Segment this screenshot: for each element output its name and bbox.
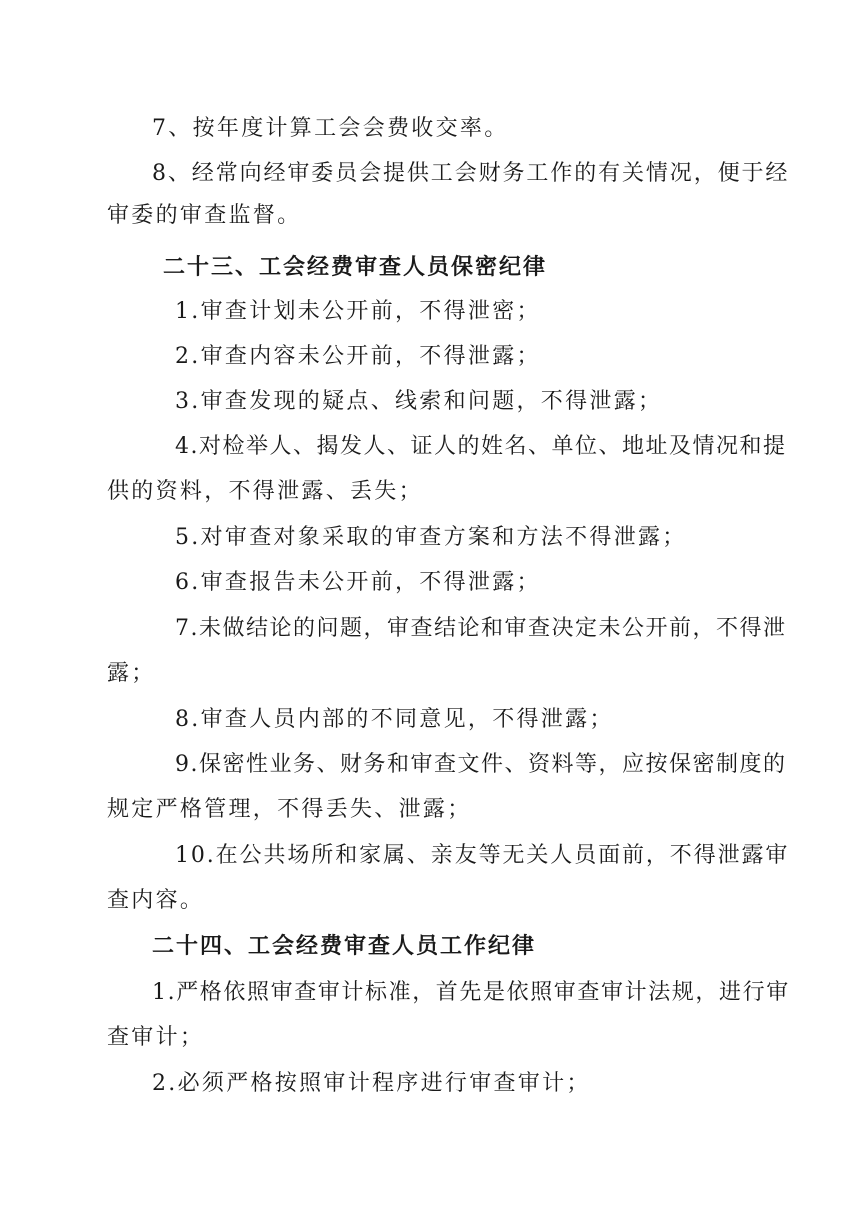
paragraph-line: 查审计； <box>107 1025 205 1050</box>
paragraph-line: 露； <box>107 661 156 686</box>
paragraph-line: 规定严格管理，不得丢失、泄露； <box>107 797 472 822</box>
paragraph-line: 6.审查报告未公开前，不得泄露； <box>175 570 541 595</box>
paragraph-line: 查内容。 <box>107 888 205 913</box>
section-heading: 二十三、工会经费审查人员保密纪律 <box>163 255 548 280</box>
paragraph-line: 5.对审查对象采取的审查方案和方法不得泄露； <box>175 525 687 550</box>
paragraph-line: 8.审查人员内部的不同意见，不得泄露； <box>175 707 614 732</box>
paragraph-line: 供的资料，不得泄露、丢失； <box>107 479 423 504</box>
paragraph-line: 审委的审查监督。 <box>107 203 302 228</box>
paragraph-line: 1.审查计划未公开前，不得泄密； <box>175 299 541 324</box>
paragraph-line: 2.必须严格按照审计程序进行审查审计； <box>152 1071 591 1096</box>
paragraph-line: 8、经常向经审委员会提供工会财务工作的有关情况，便于经 <box>152 161 790 186</box>
paragraph-line: 10.在公共场所和家属、亲友等无关人员面前，不得泄露审 <box>175 843 790 868</box>
paragraph-line: 9.保密性业务、财务和审查文件、资料等，应按保密制度的 <box>175 752 787 777</box>
section-heading: 二十四、工会经费审查人员工作纪律 <box>152 934 537 959</box>
paragraph-line: 7.未做结论的问题，审查结论和审查决定未公开前，不得泄 <box>175 616 787 641</box>
paragraph-line: 4.对检举人、揭发人、证人的姓名、单位、地址及情况和提 <box>175 434 787 459</box>
paragraph-line: 7、按年度计算工会会费收交率。 <box>152 116 509 141</box>
paragraph-line: 3.审查发现的疑点、线索和问题，不得泄露； <box>175 389 663 414</box>
paragraph-line: 2.审查内容未公开前，不得泄露； <box>175 344 541 369</box>
paragraph-line: 1.严格依照审查审计标准，首先是依照审查审计法规，进行审 <box>152 980 790 1005</box>
